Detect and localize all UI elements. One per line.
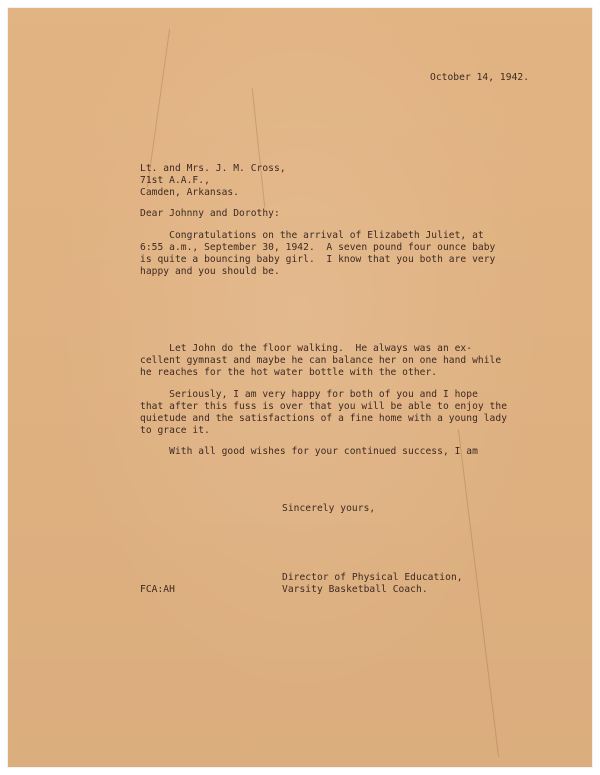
signature-block [282,572,463,596]
paragraph-line: is quite a bouncing baby girl. I know that you both are very [140,254,496,265]
recipient-address [140,163,286,199]
letter-page [8,8,592,767]
paragraph-line: Congratulations on the arrival of Elizabeth Juliet, at [140,230,484,241]
paragraph-line: quietude and the satisfactions of a fine home with a young lady [140,413,508,424]
paragraph-1 [140,230,495,278]
letter-date: October 14, 1942. [430,72,530,83]
paragraph-line: that after this fuss is over that you will be able to enjoy the [140,401,508,412]
paper-crease [458,429,499,757]
paragraph-2 [140,343,501,379]
address-line: Lt. and Mrs. J. M. Cross, [140,163,286,174]
paragraph-line: to grace it. [140,425,210,436]
paragraph-line: Let John do the floor walking. He always was an ex- [140,343,473,354]
signature-line: Director of Physical Education, [282,572,463,583]
paragraph-line: 6:55 a.m., September 30, 1942. A seven pound four ounce baby [140,242,496,253]
closing: Sincerely yours, [282,503,376,514]
paragraph-line: happy and you should be. [140,266,280,277]
paragraph-line: With all good wishes for your continued success, I am [140,446,478,457]
address-line: 71st A.A.F., [140,175,210,186]
typist-initials: FCA:AH [140,584,175,595]
paragraph-line: Seriously, I am very happy for both of you and I hope [140,389,478,400]
paragraph-4 [140,446,478,458]
address-line: Camden, Arkansas. [140,187,240,198]
paragraph-line: he reaches for the hot water bottle with the other. [140,367,438,378]
salutation: Dear Johnny and Dorothy: [140,208,280,219]
paragraph-3 [140,389,507,437]
signature-line: Varsity Basketball Coach. [282,584,428,595]
paragraph-line: cellent gymnast and maybe he can balance her on one hand while [140,355,502,366]
